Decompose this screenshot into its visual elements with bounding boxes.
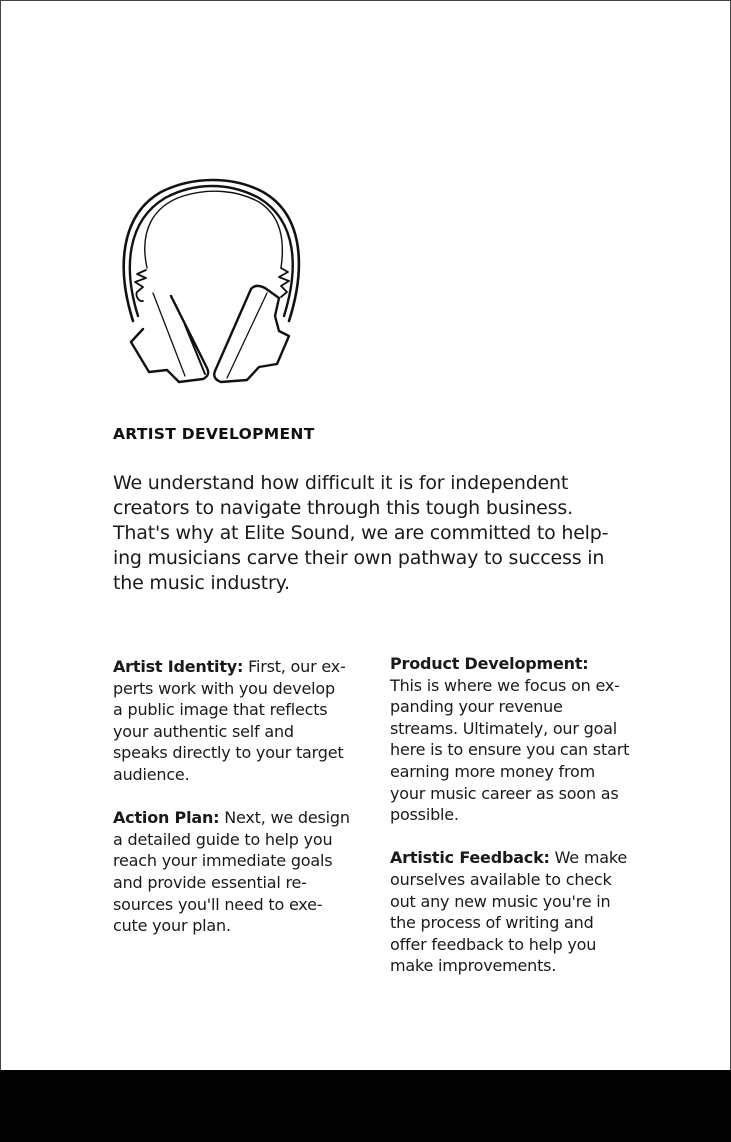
- feature-text: and provide essential re-: [113, 872, 307, 892]
- feature-text: speaks directly to your target: [113, 743, 344, 763]
- intro-line: the music industry.: [113, 572, 290, 594]
- intro-paragraph: [113, 471, 658, 596]
- features-column-left: [113, 656, 375, 958]
- feature-text: perts work with you develop: [113, 678, 335, 698]
- section-title: ARTIST DEVELOPMENT: [113, 425, 315, 443]
- feature-artist-identity: [113, 656, 375, 786]
- feature-text: streams. Ultimately, our goal: [390, 718, 618, 738]
- feature-text: ourselves available to check: [390, 869, 612, 889]
- intro-line: That's why at Elite Sound, we are committed to help-: [113, 522, 609, 544]
- feature-text: your authentic self and: [113, 721, 294, 741]
- feature-text: here is to ensure you can start: [390, 740, 630, 760]
- feature-text: your music career as soon as: [390, 783, 619, 803]
- feature-artistic-feedback: [390, 847, 652, 977]
- feature-text: a public image that reflects: [113, 700, 328, 720]
- feature-text: the process of writing and: [390, 913, 594, 933]
- feature-text: possible.: [390, 805, 459, 825]
- headphones-icon: [113, 176, 309, 388]
- intro-line: creators to navigate through this tough business.: [113, 497, 573, 519]
- feature-text: First, our ex-: [243, 657, 346, 676]
- feature-text: Next, we design: [219, 808, 350, 828]
- features-column-right: [390, 653, 652, 999]
- feature-text: offer feedback to help you: [390, 934, 597, 954]
- feature-label: Artist Identity:: [113, 657, 244, 676]
- feature-text: This is where we focus on ex-: [390, 675, 620, 695]
- feature-text: earning more money from: [390, 761, 595, 781]
- intro-line: We understand how difficult it is for independent: [113, 472, 569, 494]
- feature-product-development: [390, 653, 652, 826]
- feature-text: cute your plan.: [113, 916, 231, 936]
- feature-text: reach your immediate goals: [113, 851, 333, 871]
- feature-text: panding your revenue: [390, 697, 563, 717]
- feature-text: a detailed guide to help you: [113, 829, 333, 849]
- feature-text: out any new music you're in: [390, 891, 611, 911]
- feature-label: Product Development:: [390, 654, 589, 673]
- feature-label: Artistic Feedback:: [390, 848, 550, 868]
- feature-text: sources you'll need to exe-: [113, 894, 323, 914]
- feature-action-plan: [113, 807, 375, 937]
- feature-text: make improvements.: [390, 956, 557, 976]
- intro-line: ing musicians carve their own pathway to success in: [113, 547, 605, 569]
- feature-text: audience.: [113, 764, 190, 784]
- feature-text: We make: [549, 848, 627, 868]
- feature-label: Action Plan:: [113, 808, 220, 828]
- footer-bar: [0, 1070, 731, 1142]
